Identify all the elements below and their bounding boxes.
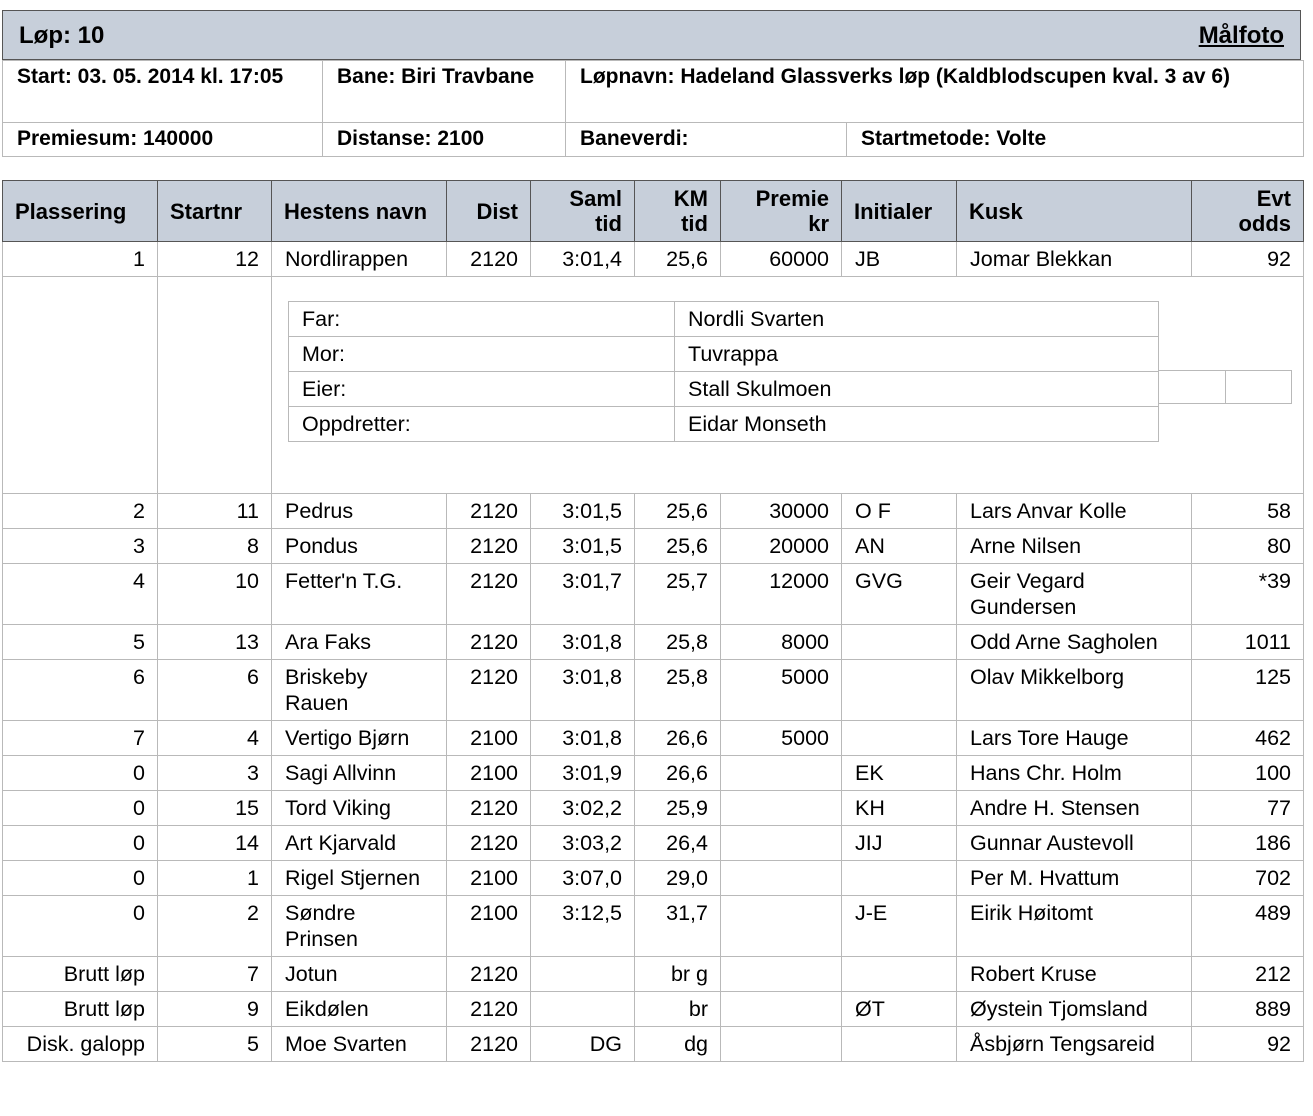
cell-dist: 2100 (447, 756, 531, 791)
table-row (3, 957, 1304, 992)
cell-start-no: 4 (158, 721, 272, 756)
cell-prize (721, 861, 842, 896)
cell-total-time: 3:02,2 (531, 791, 635, 826)
cell-placement: 5 (3, 625, 158, 660)
cell-initials: JIJ (842, 826, 957, 861)
oppdretter-label: Oppdretter: (289, 407, 675, 442)
empty-extra-box (1158, 370, 1292, 404)
cell-prize: 20000 (721, 529, 842, 564)
cell-start-no: 1 (158, 861, 272, 896)
cell-horse-name: Pondus (272, 529, 447, 564)
col-prize: Premie kr (721, 181, 842, 242)
cell-km-time: 26,6 (635, 756, 721, 791)
cell-driver: Øystein Tjomsland (957, 992, 1192, 1027)
pedigree-row-oppdretter (289, 407, 1159, 442)
cell-driver: Per M. Hvattum (957, 861, 1192, 896)
cell-placement: 0 (3, 861, 158, 896)
cell-total-time: 3:01,8 (531, 721, 635, 756)
col-driver: Kusk (957, 181, 1192, 242)
cell-initials: O F (842, 494, 957, 529)
cell-dist: 2120 (447, 826, 531, 861)
cell-driver: Lars Anvar Kolle (957, 494, 1192, 529)
table-row (3, 861, 1304, 896)
far-label: Far: (289, 302, 675, 337)
cell-initials (842, 957, 957, 992)
cell-dist: 2100 (447, 721, 531, 756)
cell-driver: Arne Nilsen (957, 529, 1192, 564)
cell-placement: 7 (3, 721, 158, 756)
cell-horse-name: Ara Faks (272, 625, 447, 660)
mor-label: Mor: (289, 337, 675, 372)
col-odds: Evt odds (1192, 181, 1304, 242)
cell-prize: 12000 (721, 564, 842, 625)
cell-odds: 92 (1192, 1027, 1304, 1062)
cell-initials: KH (842, 791, 957, 826)
cell-prize (721, 992, 842, 1027)
cell-start-no: 5 (158, 1027, 272, 1062)
cell-dist: 2120 (447, 529, 531, 564)
cell-start-no: 12 (158, 242, 272, 277)
pedigree-row-mor (289, 337, 1159, 372)
race-title-bar (2, 10, 1301, 60)
cell-placement: 3 (3, 529, 158, 564)
cell-km-time: 25,6 (635, 529, 721, 564)
cell-dist: 2120 (447, 660, 531, 721)
cell-driver: Gunnar Austevoll (957, 826, 1192, 861)
start-time: Start: 03. 05. 2014 kl. 17:05 (3, 61, 323, 123)
col-initials: Initialer (842, 181, 957, 242)
results-header-row (3, 181, 1304, 242)
pedigree-cell (272, 277, 1304, 494)
cell-prize (721, 756, 842, 791)
cell-initials: GVG (842, 564, 957, 625)
cell-initials: JB (842, 242, 957, 277)
cell-odds: 186 (1192, 826, 1304, 861)
cell-total-time: 3:01,8 (531, 625, 635, 660)
cell-placement: 1 (3, 242, 158, 277)
cell-start-no: 9 (158, 992, 272, 1027)
cell-total-time: 3:01,8 (531, 660, 635, 721)
cell-prize (721, 791, 842, 826)
cell-km-time: 25,7 (635, 564, 721, 625)
cell-placement: 0 (3, 791, 158, 826)
cell-odds: 77 (1192, 791, 1304, 826)
col-placement: Plassering (3, 181, 158, 242)
track-value: Baneverdi: (566, 123, 847, 157)
table-row (3, 992, 1304, 1027)
race-info-table (2, 60, 1304, 157)
col-total-time: Saml tid (531, 181, 635, 242)
table-row (3, 896, 1304, 957)
table-row (3, 660, 1304, 721)
cell-placement: Brutt løp (3, 992, 158, 1027)
cell-driver: Odd Arne Sagholen (957, 625, 1192, 660)
cell-total-time (531, 992, 635, 1027)
cell-total-time: DG (531, 1027, 635, 1062)
cell-initials: ØT (842, 992, 957, 1027)
cell-horse-name: Art Kjarvald (272, 826, 447, 861)
cell-initials: AN (842, 529, 957, 564)
pedigree-detail-row (3, 277, 1304, 494)
cell-driver: Robert Kruse (957, 957, 1192, 992)
cell-km-time: 25,8 (635, 660, 721, 721)
cell-odds: 100 (1192, 756, 1304, 791)
cell-prize: 5000 (721, 721, 842, 756)
start-method: Startmetode: Volte (847, 123, 1304, 157)
col-start-no: Startnr (158, 181, 272, 242)
cell-prize (721, 1027, 842, 1062)
cell-total-time (531, 957, 635, 992)
col-horse-name: Hestens navn (272, 181, 447, 242)
cell-initials: EK (842, 756, 957, 791)
cell-start-no: 3 (158, 756, 272, 791)
cell-driver: Andre H. Stensen (957, 791, 1192, 826)
cell-driver: Eirik Høitomt (957, 896, 1192, 957)
pedigree-spacer (158, 277, 272, 494)
cell-initials (842, 1027, 957, 1062)
cell-dist: 2120 (447, 564, 531, 625)
cell-initials (842, 721, 957, 756)
cell-km-time: dg (635, 1027, 721, 1062)
cell-initials (842, 660, 957, 721)
eier-value: Stall Skulmoen (675, 372, 1159, 407)
pedigree-spacer (3, 277, 158, 494)
cell-prize (721, 957, 842, 992)
cell-dist: 2120 (447, 242, 531, 277)
table-row (3, 721, 1304, 756)
cell-total-time: 3:01,5 (531, 529, 635, 564)
race-number: Løp: 10 (19, 22, 105, 49)
cell-dist: 2120 (447, 625, 531, 660)
cell-horse-name: Jotun (272, 957, 447, 992)
cell-odds: 58 (1192, 494, 1304, 529)
cell-start-no: 13 (158, 625, 272, 660)
cell-horse-name: Sagi Allvinn (272, 756, 447, 791)
cell-placement: Brutt løp (3, 957, 158, 992)
oppdretter-value: Eidar Monseth (675, 407, 1159, 442)
cell-odds: 92 (1192, 242, 1304, 277)
cell-driver: Lars Tore Hauge (957, 721, 1192, 756)
cell-driver: Hans Chr. Holm (957, 756, 1192, 791)
cell-horse-name: Moe Svarten (272, 1027, 447, 1062)
cell-dist: 2120 (447, 494, 531, 529)
cell-odds: 125 (1192, 660, 1304, 721)
cell-placement: 4 (3, 564, 158, 625)
cell-initials (842, 861, 957, 896)
table-row (3, 494, 1304, 529)
table-row (3, 564, 1304, 625)
results-table (2, 180, 1304, 1062)
cell-driver: Åsbjørn Tengsareid (957, 1027, 1192, 1062)
cell-total-time: 3:01,4 (531, 242, 635, 277)
cell-prize (721, 896, 842, 957)
prize-sum: Premiesum: 140000 (3, 123, 323, 157)
cell-placement: 0 (3, 896, 158, 957)
cell-dist: 2100 (447, 861, 531, 896)
cell-placement: Disk. galopp (3, 1027, 158, 1062)
pedigree-row-far (289, 302, 1159, 337)
table-row (3, 625, 1304, 660)
cell-start-no: 11 (158, 494, 272, 529)
mor-value: Tuvrappa (675, 337, 1159, 372)
table-row (3, 242, 1304, 277)
cell-start-no: 14 (158, 826, 272, 861)
cell-driver: Geir Vegard Gundersen (957, 564, 1192, 625)
cell-horse-name: Rigel Stjernen (272, 861, 447, 896)
cell-placement: 0 (3, 826, 158, 861)
cell-km-time: br g (635, 957, 721, 992)
cell-total-time: 3:03,2 (531, 826, 635, 861)
cell-odds: 462 (1192, 721, 1304, 756)
cell-dist: 2120 (447, 992, 531, 1027)
cell-start-no: 6 (158, 660, 272, 721)
cell-prize: 30000 (721, 494, 842, 529)
far-value: Nordli Svarten (675, 302, 1159, 337)
cell-start-no: 2 (158, 896, 272, 957)
cell-km-time: 31,7 (635, 896, 721, 957)
cell-prize: 8000 (721, 625, 842, 660)
cell-km-time: 25,9 (635, 791, 721, 826)
cell-dist: 2120 (447, 1027, 531, 1062)
cell-km-time: 26,6 (635, 721, 721, 756)
cell-dist: 2100 (447, 896, 531, 957)
photo-finish-link[interactable]: Målfoto (1198, 22, 1284, 49)
cell-km-time: br (635, 992, 721, 1027)
table-row (3, 826, 1304, 861)
cell-prize (721, 826, 842, 861)
col-km-time: KM tid (635, 181, 721, 242)
cell-km-time: 25,8 (635, 625, 721, 660)
cell-km-time: 29,0 (635, 861, 721, 896)
cell-horse-name: Fetter'n T.G. (272, 564, 447, 625)
cell-driver: Jomar Blekkan (957, 242, 1192, 277)
cell-dist: 2120 (447, 957, 531, 992)
cell-initials: J-E (842, 896, 957, 957)
distance: Distanse: 2100 (323, 123, 566, 157)
cell-odds: 1011 (1192, 625, 1304, 660)
pedigree-row-eier (289, 372, 1159, 407)
cell-total-time: 3:12,5 (531, 896, 635, 957)
cell-total-time: 3:01,7 (531, 564, 635, 625)
cell-odds: 80 (1192, 529, 1304, 564)
cell-km-time: 25,6 (635, 494, 721, 529)
cell-odds: 489 (1192, 896, 1304, 957)
cell-placement: 0 (3, 756, 158, 791)
cell-start-no: 10 (158, 564, 272, 625)
cell-odds: 212 (1192, 957, 1304, 992)
table-row (3, 1027, 1304, 1062)
table-row (3, 529, 1304, 564)
cell-start-no: 15 (158, 791, 272, 826)
cell-dist: 2120 (447, 791, 531, 826)
cell-km-time: 25,6 (635, 242, 721, 277)
table-row (3, 756, 1304, 791)
cell-total-time: 3:01,5 (531, 494, 635, 529)
cell-start-no: 8 (158, 529, 272, 564)
cell-placement: 6 (3, 660, 158, 721)
cell-horse-name: Nordlirappen (272, 242, 447, 277)
cell-odds: 702 (1192, 861, 1304, 896)
cell-initials (842, 625, 957, 660)
col-dist: Dist (447, 181, 531, 242)
cell-horse-name: Briskeby Rauen (272, 660, 447, 721)
cell-total-time: 3:07,0 (531, 861, 635, 896)
pedigree-table (288, 301, 1159, 442)
track-name: Bane: Biri Travbane (323, 61, 566, 123)
cell-total-time: 3:01,9 (531, 756, 635, 791)
table-row (3, 791, 1304, 826)
cell-horse-name: Tord Viking (272, 791, 447, 826)
cell-placement: 2 (3, 494, 158, 529)
cell-prize: 5000 (721, 660, 842, 721)
cell-driver: Olav Mikkelborg (957, 660, 1192, 721)
cell-prize: 60000 (721, 242, 842, 277)
cell-horse-name: Søndre Prinsen (272, 896, 447, 957)
cell-horse-name: Pedrus (272, 494, 447, 529)
cell-start-no: 7 (158, 957, 272, 992)
cell-odds: 889 (1192, 992, 1304, 1027)
race-name: Løpnavn: Hadeland Glassverks løp (Kaldblodscupen kval. 3 av 6) (566, 61, 1304, 123)
cell-horse-name: Eikdølen (272, 992, 447, 1027)
cell-km-time: 26,4 (635, 826, 721, 861)
eier-label: Eier: (289, 372, 675, 407)
cell-horse-name: Vertigo Bjørn (272, 721, 447, 756)
cell-odds: *39 (1192, 564, 1304, 625)
